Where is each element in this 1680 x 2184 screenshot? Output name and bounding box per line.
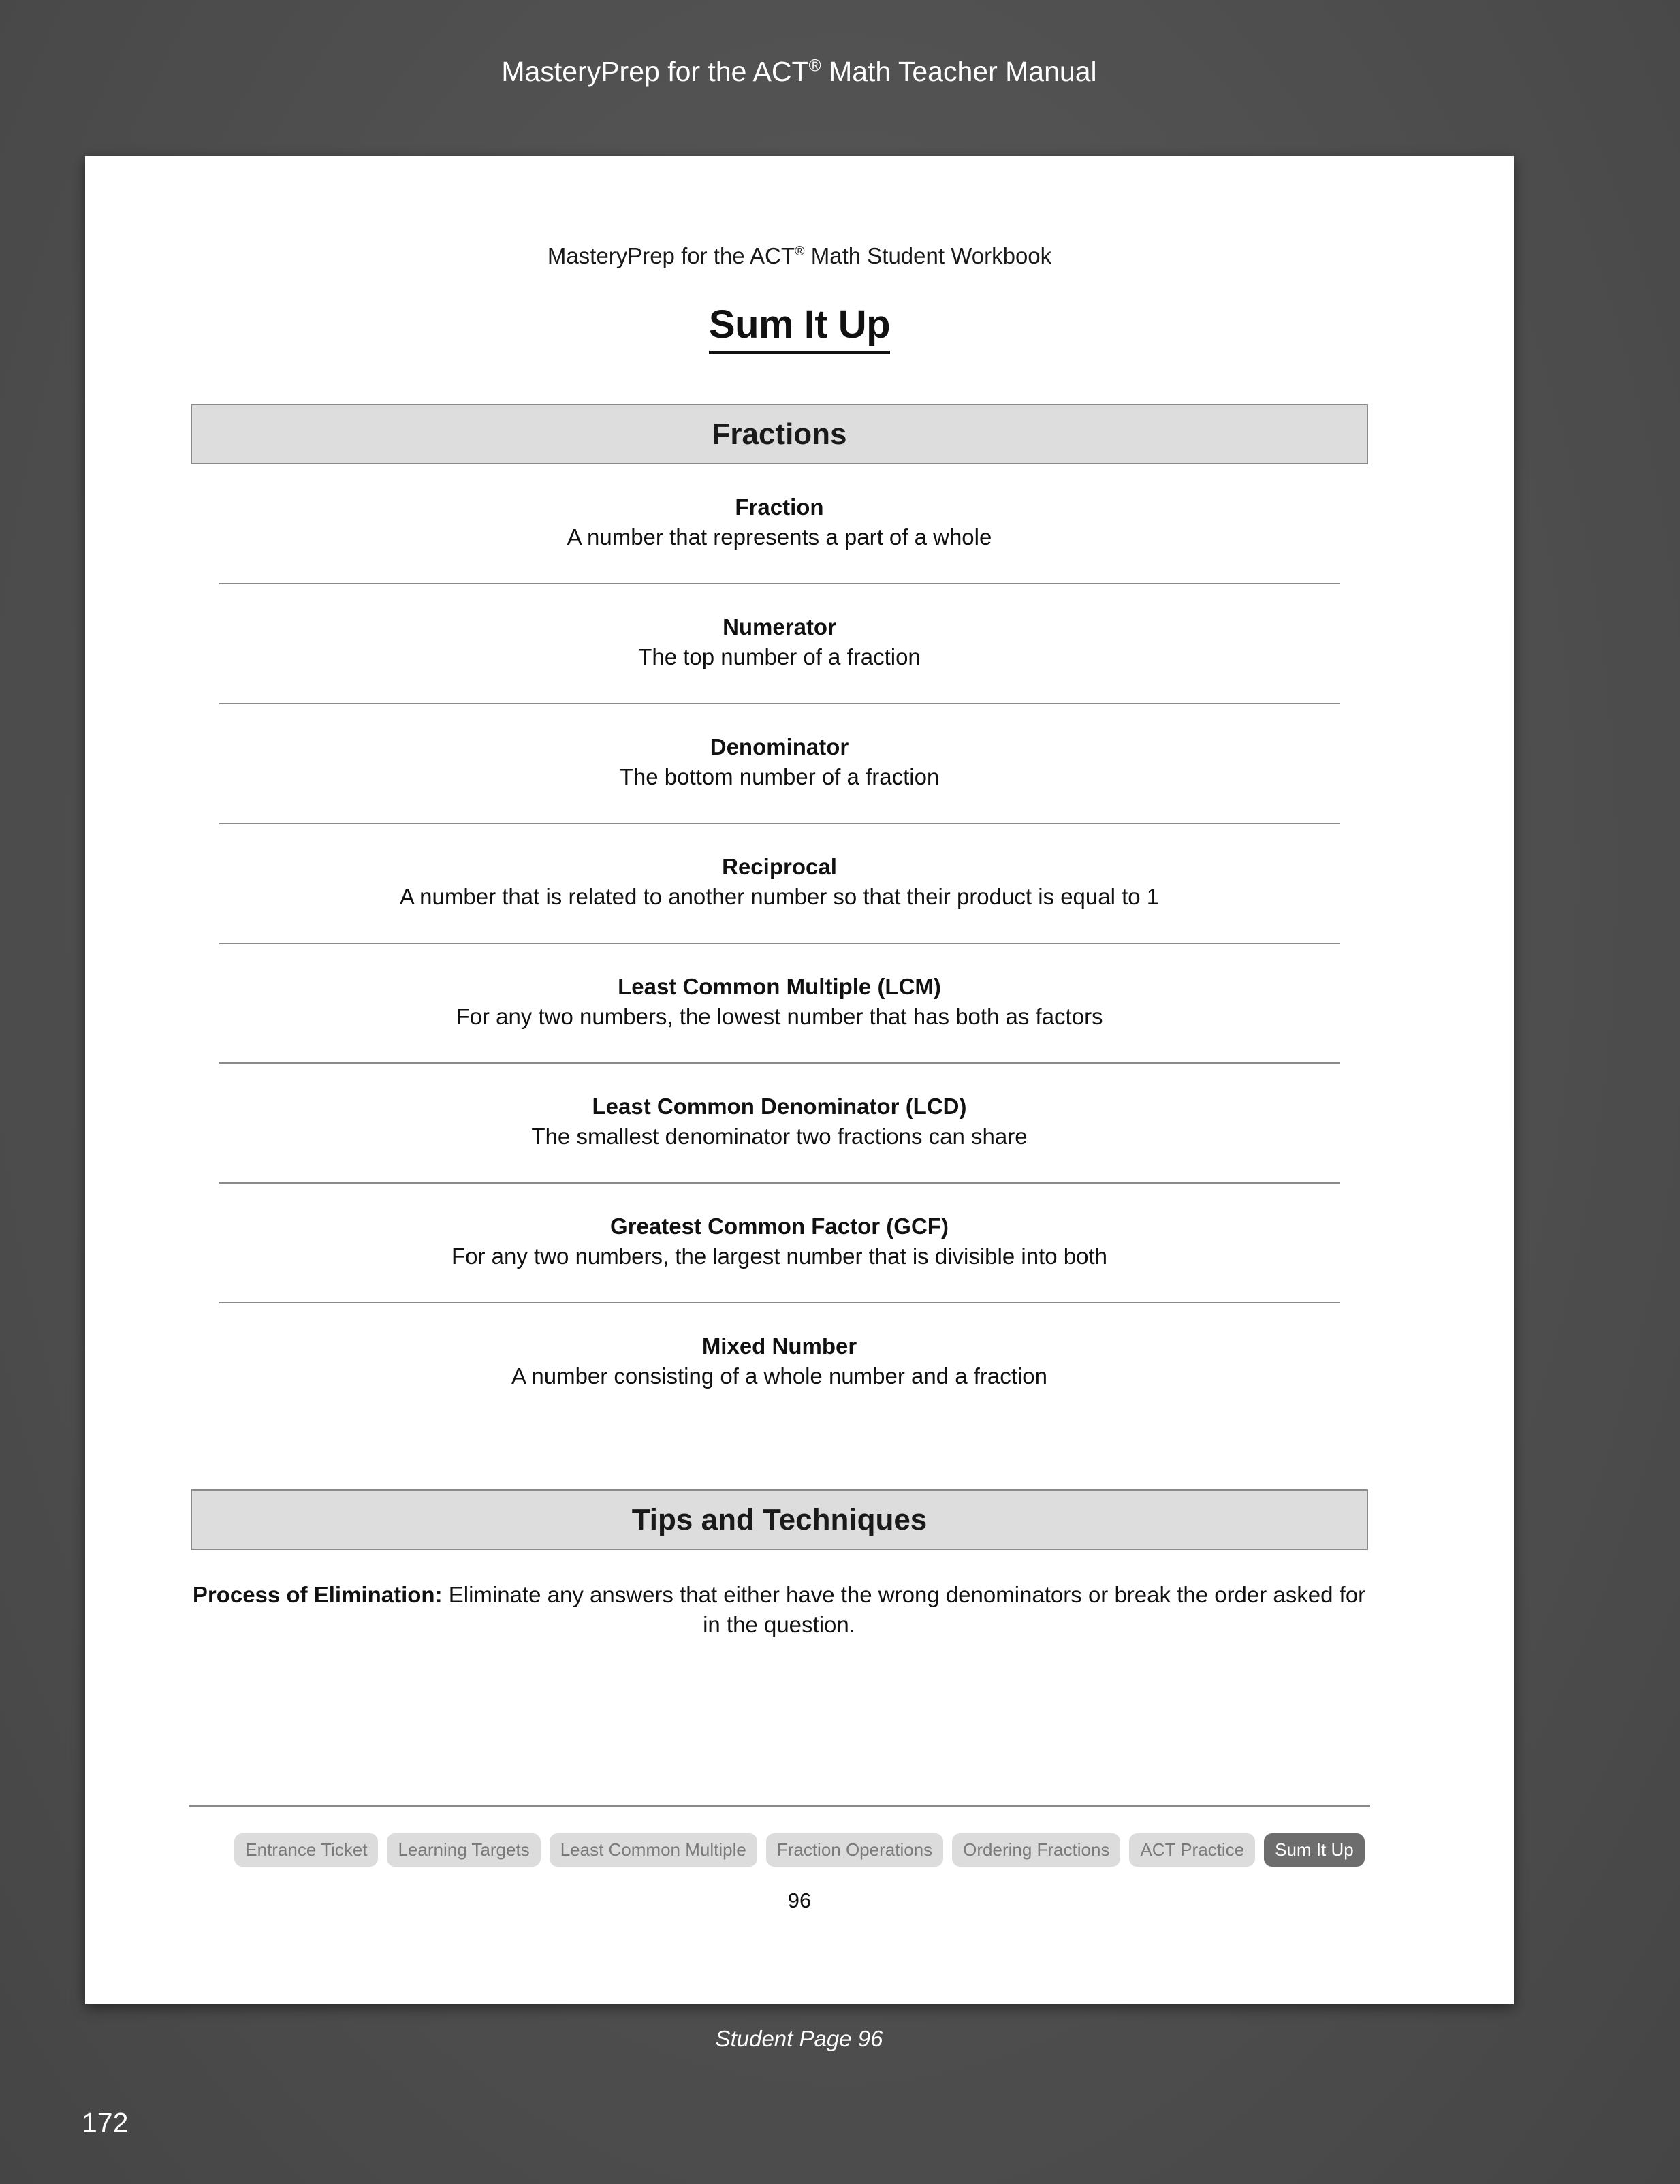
- tip-text: Eliminate any answers that either have the wrong denominators or break the order asked for in the question.: [442, 1582, 1366, 1637]
- nav-pill-ordering-fractions[interactable]: Ordering Fractions: [952, 1833, 1120, 1867]
- manual-title-suffix: Math Teacher Manual: [821, 56, 1097, 87]
- tip-entry: [187, 1580, 1371, 1640]
- divider: [219, 583, 1340, 584]
- manual-header: [0, 56, 1598, 88]
- term-name: Fraction: [735, 494, 824, 520]
- workbook-header: [85, 243, 1514, 269]
- term-definition: A number that represents a part of a whole: [567, 524, 992, 550]
- term-name: Least Common Multiple (LCM): [618, 974, 941, 999]
- tip-label: Process of Elimination:: [192, 1582, 443, 1607]
- term-definition: The bottom number of a fraction: [619, 764, 940, 789]
- term-entry: [191, 732, 1368, 792]
- term-entry: [191, 972, 1368, 1032]
- term-definition: The smallest denominator two fractions can share: [531, 1124, 1028, 1149]
- section-nav: [85, 1833, 1514, 1867]
- term-entry: [191, 852, 1368, 912]
- term-name: Reciprocal: [722, 854, 837, 879]
- divider: [219, 1062, 1340, 1064]
- manual-title: MasteryPrep for the ACT: [501, 56, 809, 87]
- nav-pill-sum-it-up[interactable]: Sum It Up: [1264, 1833, 1365, 1867]
- workbook-title-suffix: Math Student Workbook: [804, 243, 1052, 268]
- divider: [219, 823, 1340, 824]
- registered-mark: ®: [794, 244, 805, 259]
- nav-pill-entrance-ticket[interactable]: Entrance Ticket: [234, 1833, 378, 1867]
- nav-pill-fraction-operations[interactable]: Fraction Operations: [766, 1833, 943, 1867]
- workbook-title: MasteryPrep for the ACT: [547, 243, 795, 268]
- page-title-text: Sum It Up: [709, 302, 890, 354]
- term-entry: [191, 1092, 1368, 1152]
- term-definition: A number consisting of a whole number and a fraction: [511, 1363, 1047, 1389]
- workbook-page: [85, 156, 1514, 2004]
- term-entry: [191, 492, 1368, 552]
- divider: [219, 703, 1340, 704]
- footer-divider: [189, 1805, 1370, 1807]
- term-name: Numerator: [723, 614, 836, 639]
- term-definition: A number that is related to another number so that their product is equal to 1: [399, 884, 1160, 909]
- divider: [219, 1302, 1340, 1303]
- workbook-page-number: 96: [787, 1888, 812, 1912]
- nav-pill-least-common-multiple[interactable]: Least Common Multiple: [550, 1833, 757, 1867]
- term-name: Denominator: [710, 734, 849, 759]
- registered-mark: ®: [808, 57, 821, 76]
- term-definition: For any two numbers, the largest number that is divisible into both: [451, 1244, 1107, 1269]
- divider: [219, 943, 1340, 944]
- nav-pill-act-practice[interactable]: ACT Practice: [1129, 1833, 1255, 1867]
- page-title: [85, 302, 1514, 347]
- term-definition: For any two numbers, the lowest number that has both as factors: [456, 1004, 1103, 1029]
- term-name: Mixed Number: [701, 1333, 857, 1359]
- term-entry: [191, 1212, 1368, 1271]
- divider: [219, 1182, 1340, 1184]
- term-entry: [191, 612, 1368, 672]
- tips-heading: Tips and Techniques: [191, 1489, 1368, 1550]
- manual-page-number: 172: [82, 2107, 129, 2138]
- fractions-heading: Fractions: [191, 404, 1368, 464]
- term-entry: [191, 1331, 1368, 1391]
- nav-pill-learning-targets[interactable]: Learning Targets: [387, 1833, 540, 1867]
- term-name: Least Common Denominator (LCD): [592, 1094, 967, 1119]
- term-definition: The top number of a fraction: [638, 644, 921, 669]
- student-page-caption: Student Page 96: [715, 2026, 883, 2051]
- term-name: Greatest Common Factor (GCF): [610, 1214, 949, 1239]
